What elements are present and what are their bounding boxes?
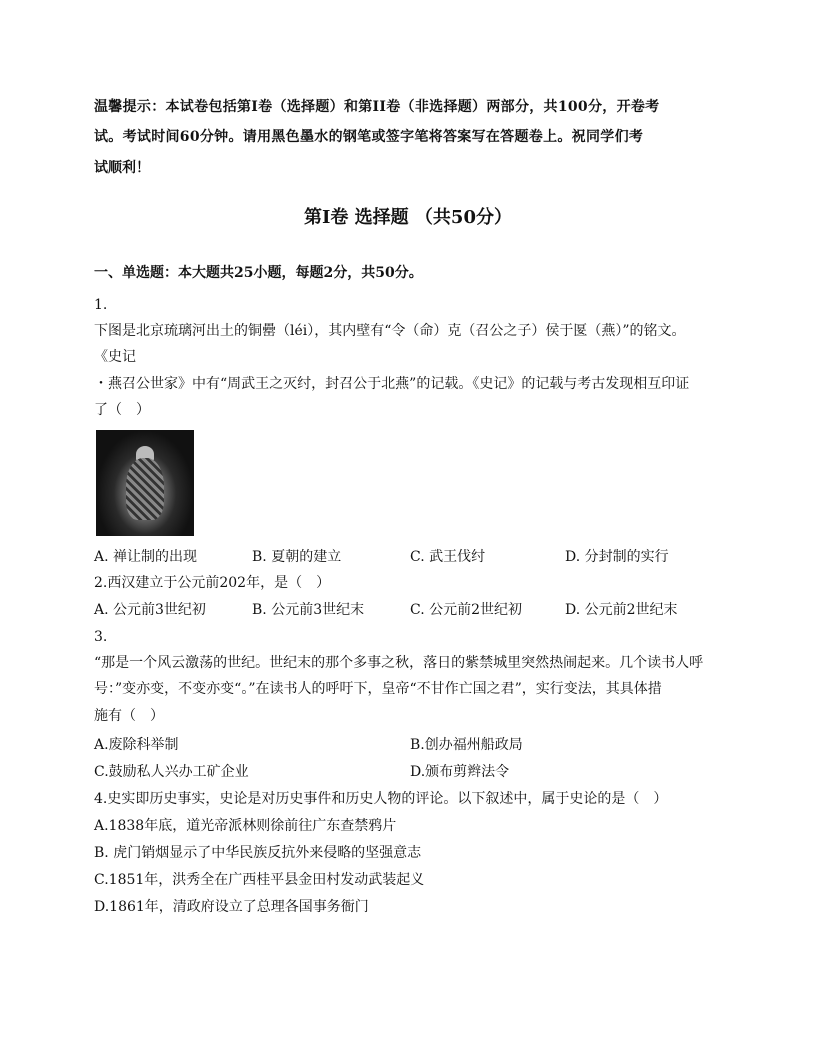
question-text: 了（ ） [94, 402, 150, 418]
question-text: ・燕召公世家》中有“周武王之灭纣，封召公于北燕”的记载。《史记》的记载与考古发现相互印证 [94, 376, 690, 392]
question-text: 4.史实即历史事实，史论是对历史事件和历史人物的评论。以下叙述中，属于史论的是（ ） [94, 791, 668, 807]
option-b: B. 公元前3世纪末 [252, 602, 365, 618]
part-heading: 一、单选题：本大题共25小题，每题2分，共50分。 [94, 265, 423, 281]
question-text: 2.西汉建立于公元前202年，是（ ） [94, 575, 331, 591]
question-text: 施有（ ） [94, 708, 164, 724]
option-b: B. 虎门销烟显示了中华民族反抗外来侵略的坚强意志 [94, 845, 422, 861]
option-d: D.颁布剪辫法令 [410, 764, 510, 780]
question-text: “那是一个风云激荡的世纪。世纪末的那个多事之秋，落日的紫禁城里突然热闹起来。几个读书人呼 [94, 655, 704, 671]
notice-line: 温馨提示：本试卷包括第I卷（选择题）和第II卷（非选择题）两部分，共100分，开卷考 [94, 99, 660, 115]
option-d: D. 公元前2世纪末 [565, 602, 678, 618]
option-b: B.创办福州船政局 [410, 737, 523, 753]
notice-line: 试顺利！ [94, 160, 150, 176]
option-b: B. 夏朝的建立 [252, 549, 342, 565]
question-text: 下图是北京琉璃河出土的铜罍（léi），其内壁有“令（命）克（召公之子）侯于匽（燕）”的铭文。 [94, 323, 686, 339]
question-number: 3. [94, 629, 108, 645]
bronze-lei-vessel-photo [96, 430, 194, 536]
option-a: A.1838年底，道光帝派林则徐前往广东查禁鸦片 [94, 818, 397, 834]
question-text: 号：”变亦变，不变亦变“。”在读书人的呼吁下，皇帝“不甘作亡国之君”，实行变法，其具体措 [94, 681, 662, 697]
option-d: D.1861年，清政府设立了总理各国事务衙门 [94, 899, 369, 915]
section-title: 第I卷 选择题 （共50分） [303, 207, 512, 228]
option-d: D. 分封制的实行 [565, 549, 669, 565]
option-c: C.鼓励私人兴办工矿企业 [94, 764, 249, 780]
question-text: 《史记 [94, 349, 136, 365]
option-c: C. 公元前2世纪初 [410, 602, 523, 618]
option-a: A. 公元前3世纪初 [94, 602, 206, 618]
option-c: C.1851年，洪秀全在广西桂平县金田村发动武装起义 [94, 872, 425, 888]
question-number: 1. [94, 297, 108, 313]
notice-line: 试。考试时间60分钟。请用黑色墨水的钢笔或签字笔将答案写在答题卷上。祝同学们考 [94, 129, 644, 145]
option-a: A. 禅让制的出现 [94, 549, 198, 565]
option-a: A.废除科举制 [94, 737, 179, 753]
option-c: C. 武王伐纣 [410, 549, 486, 565]
